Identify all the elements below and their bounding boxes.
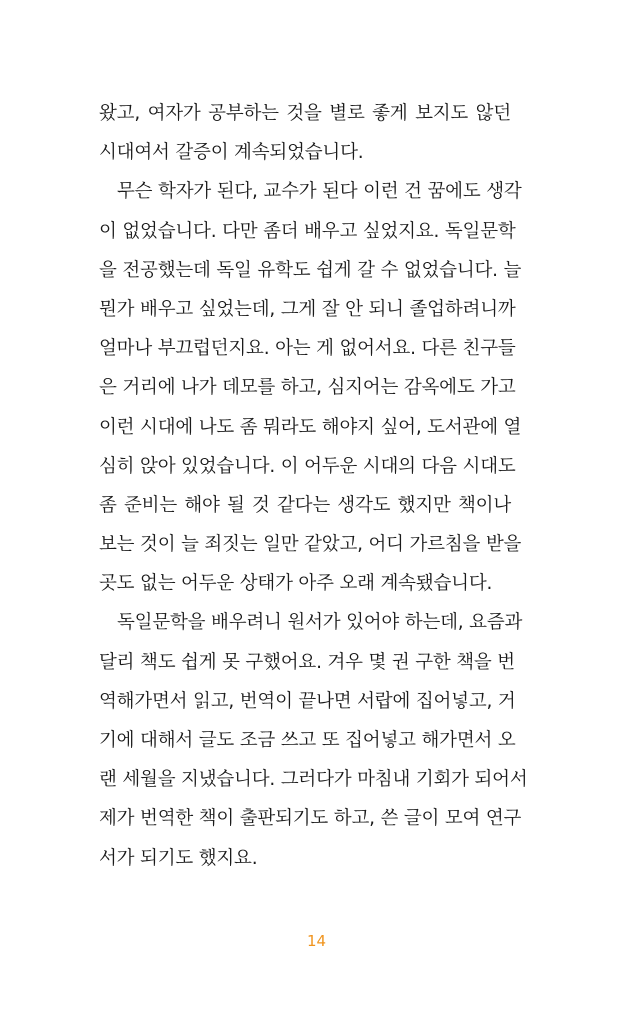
text-line: 달리 책도 쉽게 못 구했어요. 겨우 몇 권 구한 책을 번 — [99, 651, 515, 673]
text-line: 은 거리에 나가 데모를 하고, 심지어는 감옥에도 가고 — [99, 377, 516, 399]
text-line: 을 전공했는데 독일 유학도 쉽게 갈 수 없었습니다. 늘 — [99, 259, 522, 281]
text-line: 좀 준비는 해야 될 것 같다는 생각도 했지만 책이나 — [99, 494, 511, 516]
text-line: 왔고, 여자가 공부하는 것을 별로 좋게 보지도 않던 — [99, 103, 511, 124]
page-number: 14 — [306, 932, 327, 950]
text-line: 곳도 없는 어두운 상태가 아주 오래 계속됐습니다. — [99, 573, 493, 595]
text-line: 보는 것이 늘 죄짓는 일만 같았고, 어디 가르침을 받을 — [99, 534, 522, 556]
text-line: 얼마나 부끄럽던지요. 아는 게 없어서요. 다른 친구들 — [99, 338, 516, 360]
text-line: 시대여서 갈증이 계속되었습니다. — [99, 142, 364, 164]
text-line: 뭔가 배우고 싶었는데, 그게 잘 안 되니 졸업하려니까 — [99, 298, 516, 320]
text-line: 이런 시대에 나도 좀 뭐라도 해야지 싶어, 도서관에 열 — [99, 416, 522, 438]
text-line: 심히 앉아 있었습니다. 이 어두운 시대의 다음 시대도 — [99, 455, 516, 477]
text-line: 제가 번역한 책이 출판되기도 하고, 쓴 글이 모여 연구 — [99, 808, 522, 830]
text-line: 역해가면서 읽고, 번역이 끝나면 서랍에 집어넣고, 거 — [99, 690, 516, 712]
text-line: 랜 세월을 지냈습니다. 그러다가 마침내 기회가 되어서 — [99, 769, 528, 791]
text-line: 기에 대해서 글도 조금 쓰고 또 집어넣고 해가면서 오 — [99, 730, 516, 751]
text-line: 서가 되기도 했지요. — [99, 847, 258, 869]
text-line: 이 없었습니다. 다만 좀더 배우고 싶었지요. 독일문학 — [99, 220, 516, 242]
text-line: 무슨 학자가 된다, 교수가 된다 이런 건 꿈에도 생각 — [117, 181, 522, 203]
body-text — [99, 94, 528, 878]
text-line: 독일문학을 배우려니 원서가 있어야 하는데, 요즘과 — [117, 612, 523, 634]
